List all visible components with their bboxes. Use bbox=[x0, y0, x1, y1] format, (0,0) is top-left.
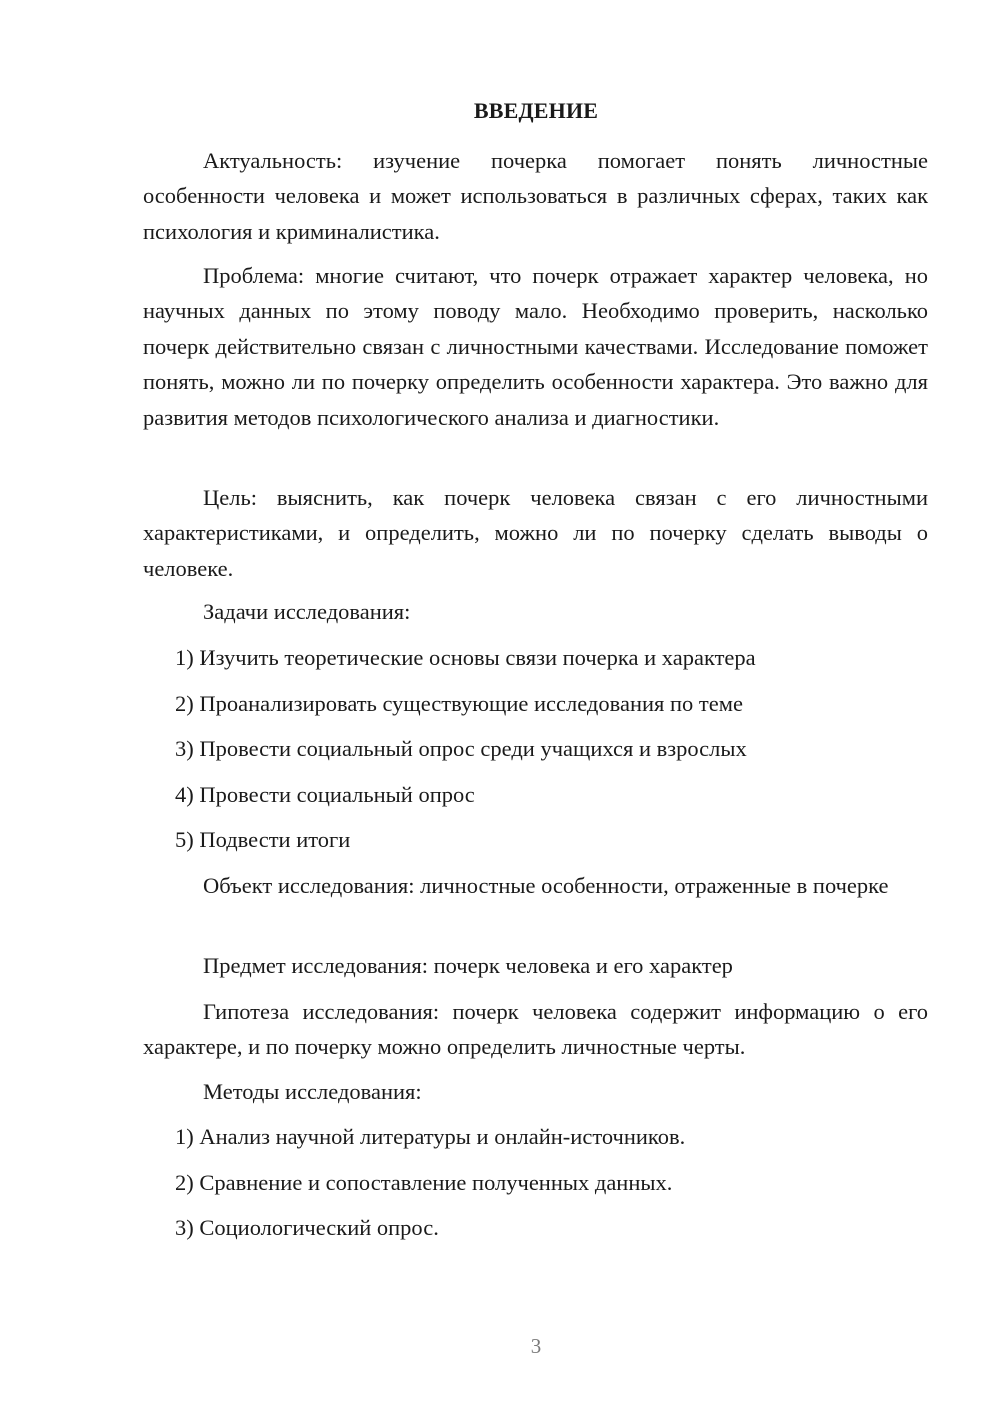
paragraph-relevance: Актуальность: изучение почерка помогает понять личностные особенности человека и может использоваться в различных сферах, таких как психология и криминалистика. bbox=[143, 148, 928, 244]
subject-line: Предмет исследования: почерк человека и его характер bbox=[203, 953, 733, 978]
task-item: 1) Изучить теоретические основы связи почерка и характера bbox=[175, 645, 756, 670]
method-item: 2) Сравнение и сопоставление полученных данных. bbox=[175, 1170, 673, 1195]
task-item: 3) Провести социальный опрос среди учащихся и взрослых bbox=[175, 736, 747, 761]
paragraph-hypothesis: Гипотеза исследования: почерк человека содержит информацию о его характере, и по почерку можно определить личностные черты. bbox=[143, 999, 928, 1060]
paragraph-problem: Проблема: многие считают, что почерк отражает характер человека, но научных данных по этому поводу мало. Необходимо проверить, насколько почерк действительно связан с личностными качествами. Исследование поможет понять, можно ли по почерку определить особенности характера. Это важно для развития методов психологического анализа и диагностики. bbox=[143, 263, 928, 430]
method-item: 3) Социологический опрос. bbox=[175, 1215, 439, 1240]
tasks-title: Задачи исследования: bbox=[203, 599, 411, 624]
paragraph-goal: Цель: выяснить, как почерк человека связан с его личностными характеристиками, и определить, можно ли по почерку сделать выводы о человеке. bbox=[143, 485, 928, 581]
page-number: 3 bbox=[530, 1334, 542, 1358]
methods-title: Методы исследования: bbox=[203, 1079, 422, 1104]
section-heading: ВВЕДЕНИЕ bbox=[473, 98, 599, 123]
task-item: 5) Подвести итоги bbox=[175, 827, 351, 852]
paragraph-object: Объект исследования: личностные особенности, отраженные в почерке bbox=[203, 873, 889, 898]
method-item: 1) Анализ научной литературы и онлайн-источников. bbox=[175, 1124, 686, 1149]
task-item: 4) Провести социальный опрос bbox=[175, 782, 475, 807]
task-item: 2) Проанализировать существующие исследования по теме bbox=[175, 691, 743, 716]
